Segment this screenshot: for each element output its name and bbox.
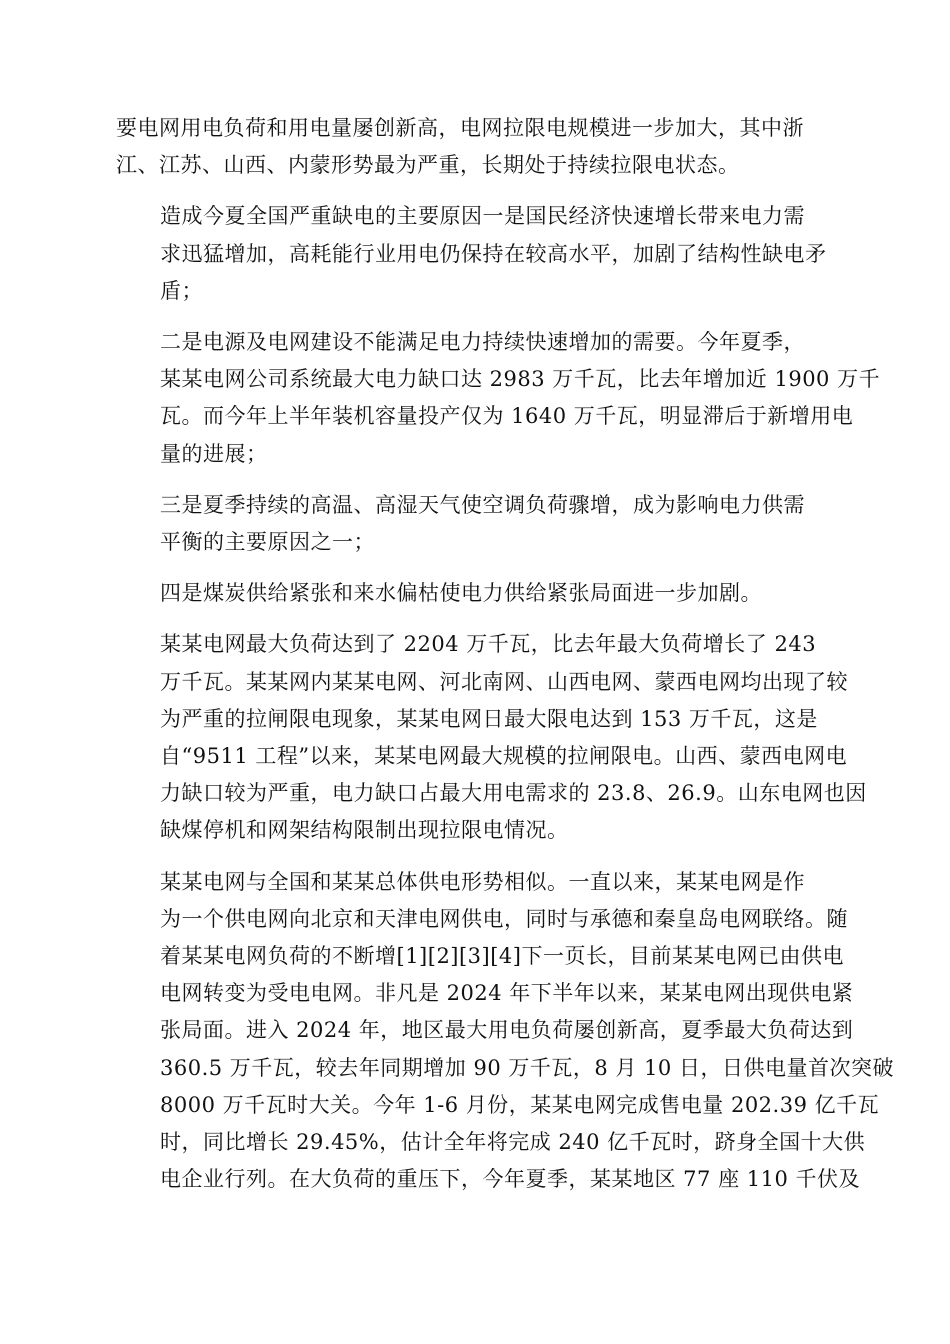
text-line: 万千瓦。某某网内某某电网、河北南网、山西电网、蒙西电网均出现了较 — [160, 669, 848, 694]
paragraph — [116, 864, 894, 1199]
text-line: 四是煤炭供给紧张和来水偏枯使电力供给紧张局面进一步加剧。 — [160, 581, 762, 606]
text-line: 着某某电网负荷的不断增[1][2][3][4]下一页长，目前某某电网已由供电 — [160, 944, 844, 969]
text-line: 二是电源及电网建设不能满足电力持续快速增加的需要。今年夏季， — [160, 330, 805, 355]
text-line: 盾； — [160, 278, 203, 303]
paragraph — [116, 626, 867, 849]
text-line: 8000 万千瓦时大关。今年 1-6 月份，某某电网完成售电量 202.39 亿千瓦 — [160, 1092, 880, 1117]
text-line: 某某电网最大负荷达到了 2204 万千瓦，比去年最大负荷增长了 243 — [160, 632, 817, 657]
text-line: 自“9511 工程”以来，某某电网最大规模的拉闸限电。山西、蒙西电网电 — [160, 744, 848, 769]
text-line: 360.5 万千瓦，较去年同期增加 90 万千瓦，8 月 10 日，日供电量首次突破 — [160, 1055, 894, 1080]
text-line: 张局面。进入 2024 年，地区最大用电负荷屡创新高，夏季最大负荷达到 — [160, 1018, 854, 1043]
text-line: 三是夏季持续的高温、高湿天气使空调负荷骤增，成为影响电力供需 — [160, 492, 805, 517]
paragraph — [116, 324, 881, 473]
document-page — [116, 110, 894, 1212]
text-line: 量的进展； — [160, 441, 268, 466]
paragraph — [116, 198, 836, 310]
text-line: 为严重的拉闸限电现象，某某电网日最大限电达到 153 万千瓦，这是 — [160, 706, 818, 731]
text-line: 某某电网公司系统最大电力缺口达 2983 万千瓦，比去年增加近 1900 万千 — [160, 367, 881, 392]
text-line: 缺煤停机和网架结构限制出现拉限电情况。 — [160, 818, 569, 843]
paragraph — [116, 487, 836, 561]
paragraph — [116, 575, 836, 612]
text-line: 要电网用电负荷和用电量屡创新高，电网拉限电规模进一步加大，其中浙 — [116, 116, 804, 140]
text-line: 平衡的主要原因之一； — [160, 530, 375, 555]
text-line: 电网转变为受电电网。非凡是 2024 年下半年以来，某某电网出现供电紧 — [160, 981, 854, 1006]
text-line: 造成今夏全国严重缺电的主要原因一是国民经济快速增长带来电力需 — [160, 204, 805, 229]
text-line: 为一个供电网向北京和天津电网供电，同时与承德和秦皇岛电网联络。随 — [160, 906, 848, 931]
text-line: 某某电网与全国和某某总体供电形势相似。一直以来，某某电网是作 — [160, 869, 805, 894]
text-line: 力缺口较为严重，电力缺口占最大用电需求的 23.8、26.9。山东电网也因 — [160, 781, 867, 806]
text-line: 瓦。而今年上半年装机容量投产仅为 1640 万千瓦，明显滞后于新增用电 — [160, 404, 854, 429]
text-line: 求迅猛增加，高耗能行业用电仍保持在较高水平，加剧了结构性缺电矛 — [160, 241, 827, 266]
text-line: 电企业行列。在大负荷的重压下，今年夏季，某某地区 77 座 110 千伏及 — [160, 1167, 861, 1192]
paragraph — [116, 110, 836, 184]
text-line: 江、江苏、山西、内蒙形势最为严重，长期处于持续拉限电状态。 — [116, 153, 740, 178]
text-line: 时，同比增长 29.45%，估计全年将完成 240 亿千瓦时，跻身全国十大供 — [160, 1130, 866, 1155]
